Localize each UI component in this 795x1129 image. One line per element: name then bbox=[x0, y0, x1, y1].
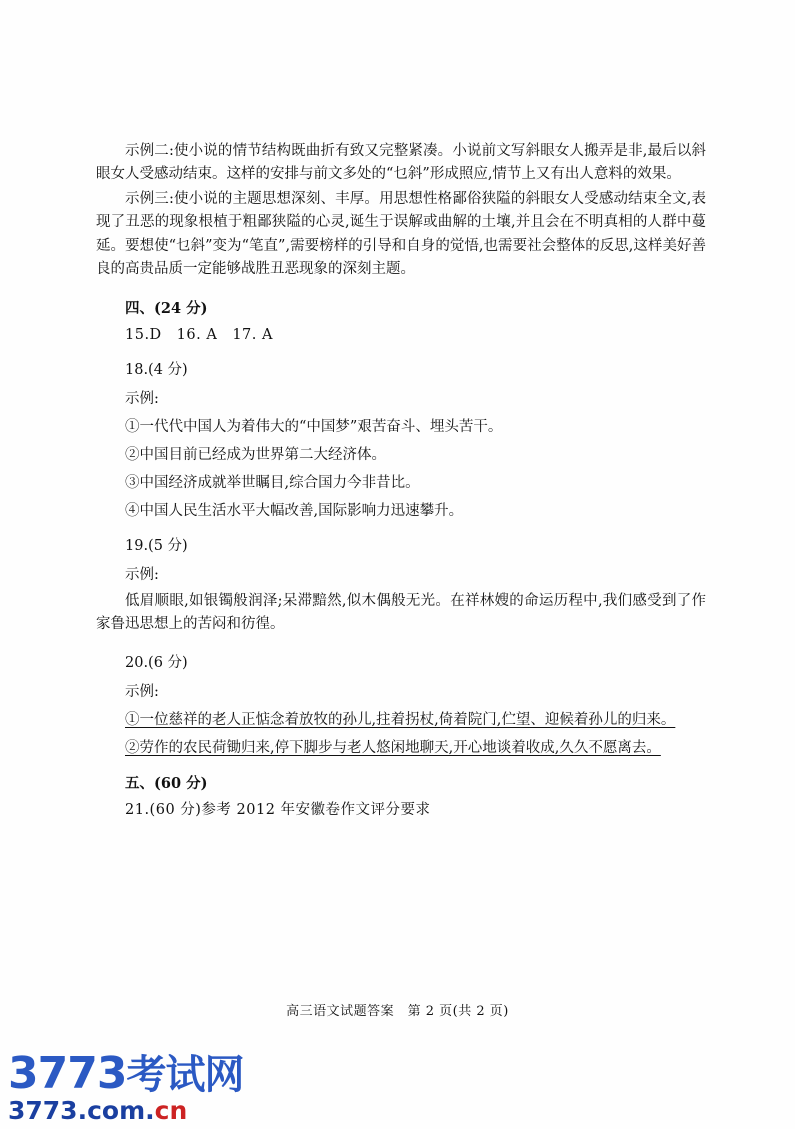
question-20-item-1: ①一位慈祥的老人正惦念着放牧的孙儿,拄着拐杖,倚着院门,伫望、迎候着孙儿的归来。 bbox=[125, 711, 676, 728]
watermark-sub bbox=[8, 1098, 243, 1123]
question-18-item-3: ③中国经济成就举世瞩目,综合国力今非昔比。 bbox=[125, 474, 420, 491]
section-heading-five: 五、(60 分) bbox=[125, 774, 208, 792]
question-18-item-4: ④中国人民生活水平大幅改善,国际影响力迅速攀升。 bbox=[125, 502, 464, 519]
question-18-item-1: ①一代代中国人为着伟大的“中国梦”艰苦奋斗、埋头苦干。 bbox=[125, 418, 503, 435]
page-footer: 高三语文试题答案 第 2 页(共 2 页) bbox=[286, 1004, 509, 1019]
watermark-domain-suffix: cn bbox=[154, 1096, 188, 1125]
question-20-number: 20.(6 分) bbox=[125, 654, 188, 671]
question-19-number: 19.(5 分) bbox=[125, 537, 188, 554]
question-18-item-2: ②中国目前已经成为世界第二大经济体。 bbox=[125, 446, 386, 463]
question-19-example-label: 示例: bbox=[125, 566, 159, 583]
question-18-example-label: 示例: bbox=[125, 390, 159, 407]
paragraph-example-3: 示例三:使小说的主题思想深刻、丰厚。用思想性格鄙俗狭隘的斜眼女人受感动结束全文,表现了丑恶的现象根植于粗鄙狭隘的心灵,诞生于误解或曲解的土壤,并且会在不明真相的人群中蔓延。要想使“乜斜”变为“笔直”,需要榜样的引导和自身的觉悟,也需要社会整体的反思,这样美好善良的高贵品质一定能够战胜丑恶现象的深刻主题。 bbox=[96, 190, 706, 278]
question-19-answer-body: 低眉顺眼,如银镯般润泽;呆滞黯然,似木偶般无光。在祥林嫂的命运历程中,我们感受到了作家鲁迅思想上的苦闷和彷徨。 bbox=[96, 592, 706, 633]
question-20-item-2: ②劳作的农民荷锄归来,停下脚步与老人悠闲地聊天,开心地谈着收成,久久不愿离去。 bbox=[125, 739, 661, 756]
watermark-domain-prefix: 3773.com. bbox=[8, 1096, 155, 1125]
watermark-chinese: 考试网 bbox=[126, 1052, 244, 1098]
objective-answers-15-17: 15.D 16. A 17. A bbox=[125, 326, 273, 343]
watermark-main bbox=[8, 1048, 244, 1099]
section-heading-four: 四、(24 分) bbox=[125, 299, 208, 317]
watermark-digits: 3773 bbox=[8, 1048, 127, 1099]
watermark bbox=[8, 1048, 244, 1125]
paragraph-example-2: 示例二:使小说的情节结构既曲折有致又完整紧凑。小说前文写斜眼女人搬弄是非,最后以斜眼女人受感动结束。这样的安排与前文多处的“乜斜”形成照应,情节上又有出人意料的效果。 bbox=[96, 143, 706, 183]
question-21-line: 21.(60 分)参考 2012 年安徽卷作文评分要求 bbox=[125, 801, 431, 818]
question-18-number: 18.(4 分) bbox=[125, 361, 188, 378]
document-body bbox=[96, 140, 706, 823]
question-20-example-label: 示例: bbox=[125, 683, 159, 700]
